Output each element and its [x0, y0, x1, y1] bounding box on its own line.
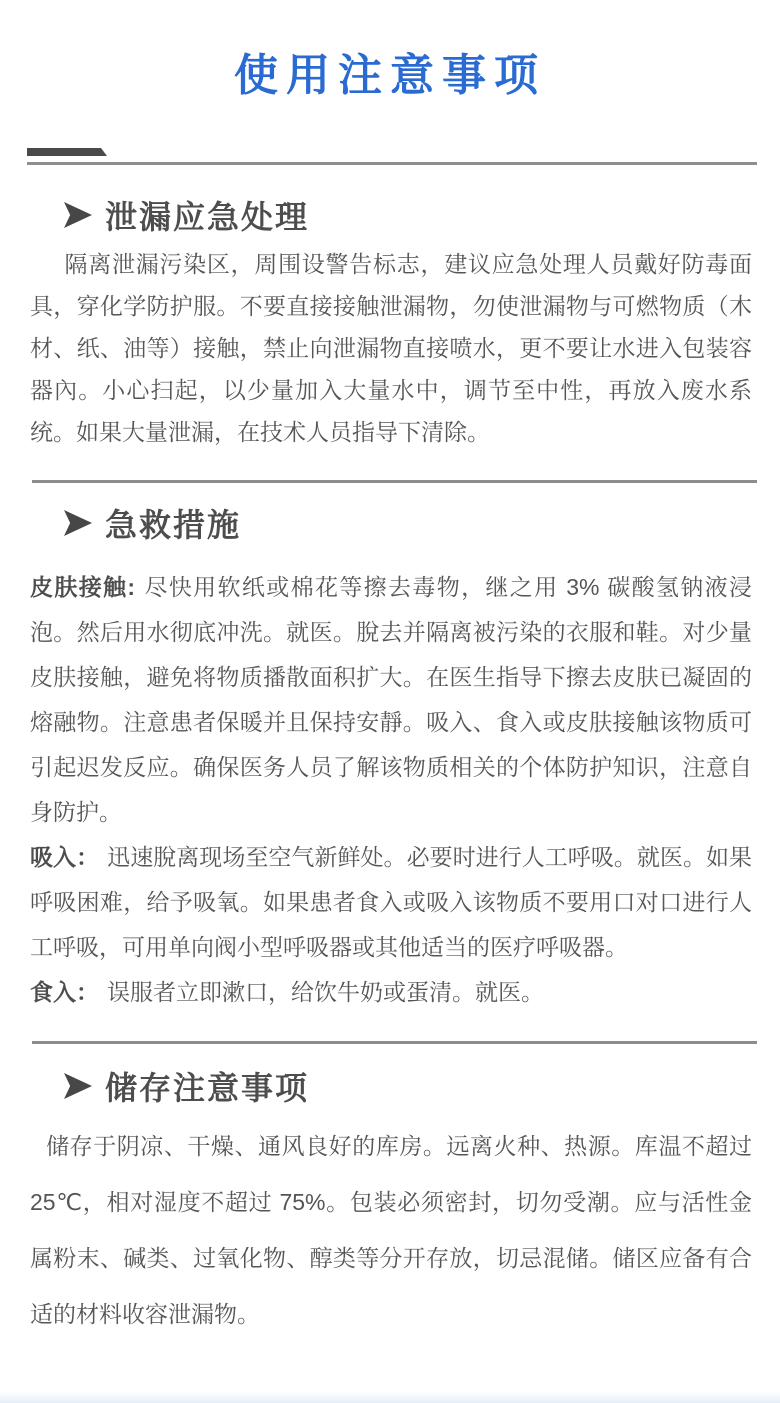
section-header-first-aid — [64, 503, 780, 543]
section-first-aid — [0, 503, 780, 1015]
section-divider — [32, 1041, 757, 1044]
decoration-dark-bar — [27, 148, 107, 156]
page-title: 使用注意事项 — [234, 51, 546, 100]
first-aid-text: 尽快用软纸或棉花等擦去毒物，继之用 3% 碳酸氢钠液浸泡。然后用水彻底冲洗。就医。脫去并隔离被污染的衣服和鞋。对少量皮肤接触，避免将物质播散面积扩大。在医生指导下擦去皮肤已凝固的熔融物。注意患者保暖并且保持安靜。吸入、食入或皮肤接触该物质可引起迟发反应。确保医务人员了解该物质相关的个体防护知识，注意自身防护。 — [30, 574, 752, 825]
arrowhead-right-icon — [64, 1073, 92, 1099]
storage-paragraph: 储存于阴凉、干燥、通风良好的库房。远离火种、热源。库温不超过 25℃，相对湿度不超过 75%。包装必须密封，切勿受潮。应与活性金属粉末、碱类、过氧化物、醇类等分开存放，切忌混储。储区应备有合适的材料收容泄漏物。 — [30, 1133, 752, 1327]
section-divider — [32, 480, 757, 483]
first-aid-ingestion — [30, 970, 752, 1015]
section-header-storage — [64, 1066, 780, 1106]
first-aid-text: 迅速脫离现场至空气新鲜处。必要时进行人工呼吸。就医。如果呼吸困难，给予吸氧。如果患者食入或吸入该物质不要用口对口进行人工呼吸，可用单向阀小型呼吸器或其他适当的医疗呼吸器。 — [30, 844, 753, 960]
leak-paragraph: 隔离泄漏污染区，周围设警告标志，建议应急处理人员戴好防毒面具，穿化学防护服。不要直接接触泄漏物，勿使泄漏物与可燃物质（木材、纸、油等）接触，禁止向泄漏物直接喷水，更不要让水进入包装容器內。小心扫起，以少量加入大量水中，调节至中性，再放入废水系统。如果大量泄漏，在技术人员指导下清除。 — [30, 251, 752, 445]
section-header-leak — [64, 195, 780, 235]
section-leak-emergency — [0, 195, 780, 453]
first-aid-label: 吸入： — [30, 844, 100, 870]
first-aid-label: 食入： — [30, 979, 99, 1005]
first-aid-inhalation — [30, 835, 752, 970]
section-storage — [0, 1066, 780, 1342]
bottom-gradient-strip — [0, 1391, 780, 1403]
first-aid-label: 皮肤接触: — [30, 574, 136, 600]
first-aid-skin-contact — [30, 565, 752, 835]
arrowhead-right-icon — [64, 510, 92, 536]
title-underline-decoration — [0, 148, 780, 165]
section-title-leak: 泄漏应急处理 — [105, 199, 310, 235]
decoration-thin-line — [27, 162, 757, 165]
section-title-storage: 储存注意事项 — [105, 1070, 310, 1106]
arrowhead-right-icon — [64, 202, 92, 228]
first-aid-text: 误服者立即漱口，给饮牛奶或蛋清。就医。 — [107, 979, 545, 1005]
section-title-first-aid: 急救措施 — [105, 507, 242, 543]
